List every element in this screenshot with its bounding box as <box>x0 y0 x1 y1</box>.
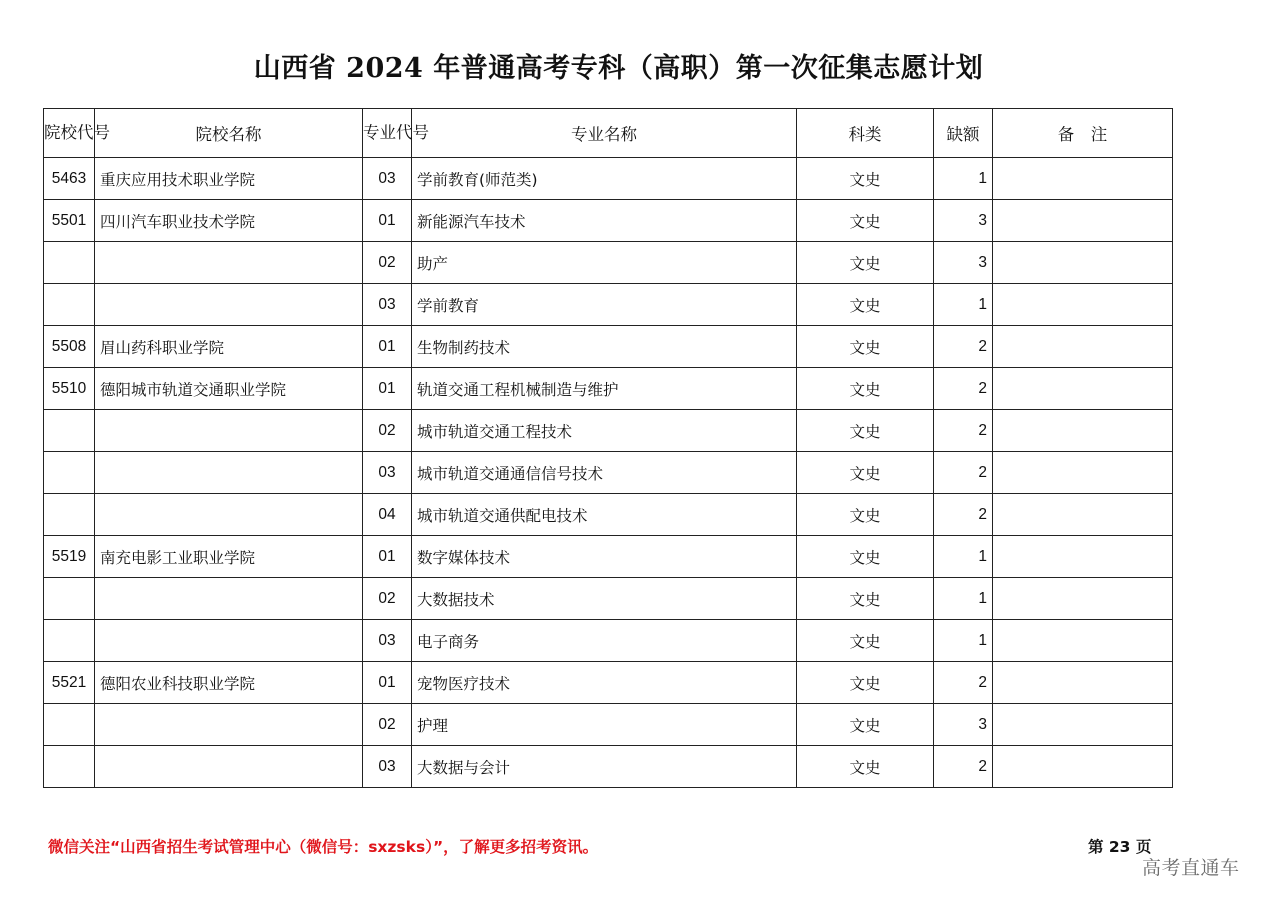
cell-shortage: 3 <box>934 242 993 284</box>
cell-major-name: 学前教育 <box>412 284 797 326</box>
table-row <box>44 620 1173 662</box>
cell-school-code <box>44 452 95 494</box>
cell-major-name: 数字媒体技术 <box>412 536 797 578</box>
cell-remark <box>993 242 1173 284</box>
cell-major-code: 02 <box>363 242 412 284</box>
cell-category: 文史 <box>797 368 934 410</box>
cell-shortage: 2 <box>934 326 993 368</box>
cell-shortage: 2 <box>934 494 993 536</box>
cell-major-name: 宠物医疗技术 <box>412 662 797 704</box>
cell-major-name: 护理 <box>412 704 797 746</box>
header-remark: 备 注 <box>993 109 1173 158</box>
cell-shortage: 3 <box>934 200 993 242</box>
cell-school-code <box>44 578 95 620</box>
cell-major-code: 03 <box>363 452 412 494</box>
cell-category: 文史 <box>797 158 934 200</box>
cell-remark <box>993 284 1173 326</box>
cell-school-code: 5521 <box>44 662 95 704</box>
cell-remark <box>993 704 1173 746</box>
cell-school-code: 5463 <box>44 158 95 200</box>
cell-major-code: 03 <box>363 158 412 200</box>
cell-shortage: 1 <box>934 536 993 578</box>
table-row <box>44 662 1173 704</box>
table-row <box>44 242 1173 284</box>
cell-school-name: 德阳农业科技职业学院 <box>95 662 363 704</box>
cell-major-name: 城市轨道交通通信信号技术 <box>412 452 797 494</box>
cell-remark <box>993 158 1173 200</box>
table-header-row <box>44 109 1173 158</box>
cell-major-code: 02 <box>363 704 412 746</box>
table-row <box>44 704 1173 746</box>
cell-school-code <box>44 410 95 452</box>
cell-major-code: 01 <box>363 200 412 242</box>
cell-school-name <box>95 746 363 788</box>
cell-major-code: 03 <box>363 620 412 662</box>
cell-major-name: 学前教育(师范类) <box>412 158 797 200</box>
cell-school-name: 德阳城市轨道交通职业学院 <box>95 368 363 410</box>
cell-major-name: 大数据与会计 <box>412 746 797 788</box>
cell-major-name: 电子商务 <box>412 620 797 662</box>
cell-major-name: 助产 <box>412 242 797 284</box>
cell-shortage: 2 <box>934 410 993 452</box>
cell-major-code: 02 <box>363 578 412 620</box>
header-shortage: 缺额 <box>934 109 993 158</box>
cell-shortage: 2 <box>934 746 993 788</box>
cell-remark <box>993 578 1173 620</box>
cell-school-code <box>44 494 95 536</box>
cell-category: 文史 <box>797 578 934 620</box>
header-school-code: 院校代号 <box>44 109 95 158</box>
cell-major-code: 04 <box>363 494 412 536</box>
cell-school-code <box>44 746 95 788</box>
cell-school-name <box>95 452 363 494</box>
table-row <box>44 410 1173 452</box>
cell-school-code: 5508 <box>44 326 95 368</box>
cell-shortage: 1 <box>934 158 993 200</box>
cell-remark <box>993 452 1173 494</box>
cell-category: 文史 <box>797 452 934 494</box>
cell-school-name: 眉山药科职业学院 <box>95 326 363 368</box>
cell-major-code: 03 <box>363 746 412 788</box>
cell-category: 文史 <box>797 494 934 536</box>
cell-school-name: 重庆应用技术职业学院 <box>95 158 363 200</box>
cell-school-name: 南充电影工业职业学院 <box>95 536 363 578</box>
cell-remark <box>993 410 1173 452</box>
table-row <box>44 536 1173 578</box>
cell-major-name: 生物制药技术 <box>412 326 797 368</box>
cell-school-code: 5519 <box>44 536 95 578</box>
cell-shortage: 2 <box>934 368 993 410</box>
cell-category: 文史 <box>797 284 934 326</box>
cell-category: 文史 <box>797 242 934 284</box>
cell-school-name <box>95 704 363 746</box>
cell-remark <box>993 746 1173 788</box>
cell-remark <box>993 494 1173 536</box>
cell-remark <box>993 200 1173 242</box>
cell-major-code: 01 <box>363 368 412 410</box>
cell-shortage: 3 <box>934 704 993 746</box>
header-major-code: 专业代号 <box>363 109 412 158</box>
cell-shortage: 1 <box>934 620 993 662</box>
cell-school-code <box>44 284 95 326</box>
page-number: 第 23 页 <box>1088 838 1152 856</box>
cell-major-code: 01 <box>363 326 412 368</box>
cell-shortage: 1 <box>934 284 993 326</box>
cell-school-code: 5501 <box>44 200 95 242</box>
cell-major-name: 大数据技术 <box>412 578 797 620</box>
cell-major-name: 新能源汽车技术 <box>412 200 797 242</box>
cell-school-name: 四川汽车职业技术学院 <box>95 200 363 242</box>
table-row <box>44 746 1173 788</box>
table-row <box>44 158 1173 200</box>
cell-school-name <box>95 284 363 326</box>
cell-shortage: 2 <box>934 452 993 494</box>
cell-school-code: 5510 <box>44 368 95 410</box>
cell-category: 文史 <box>797 746 934 788</box>
cell-major-name: 城市轨道交通供配电技术 <box>412 494 797 536</box>
cell-remark <box>993 368 1173 410</box>
cell-category: 文史 <box>797 536 934 578</box>
cell-major-code: 03 <box>363 284 412 326</box>
cell-school-name <box>95 410 363 452</box>
cell-major-code: 02 <box>363 410 412 452</box>
cell-school-name <box>95 242 363 284</box>
cell-major-name: 轨道交通工程机械制造与维护 <box>412 368 797 410</box>
cell-category: 文史 <box>797 410 934 452</box>
table-row <box>44 368 1173 410</box>
cell-school-code <box>44 242 95 284</box>
cell-remark <box>993 536 1173 578</box>
table-row <box>44 494 1173 536</box>
cell-category: 文史 <box>797 200 934 242</box>
cell-remark <box>993 620 1173 662</box>
cell-school-name <box>95 578 363 620</box>
table-row <box>44 578 1173 620</box>
cell-category: 文史 <box>797 662 934 704</box>
cell-category: 文史 <box>797 704 934 746</box>
watermark-text: 高考直通车 <box>1142 857 1240 879</box>
cell-school-name <box>95 620 363 662</box>
cell-school-name <box>95 494 363 536</box>
cell-remark <box>993 662 1173 704</box>
page-title: 山西省 2024 年普通高考专科（高职）第一次征集志愿计划 <box>253 53 984 84</box>
cell-category: 文史 <box>797 620 934 662</box>
cell-category: 文史 <box>797 326 934 368</box>
cell-shortage: 1 <box>934 578 993 620</box>
cell-major-code: 01 <box>363 662 412 704</box>
cell-shortage: 2 <box>934 662 993 704</box>
enrollment-plan-table <box>43 108 1173 788</box>
cell-major-code: 01 <box>363 536 412 578</box>
header-category: 科类 <box>797 109 934 158</box>
cell-remark <box>993 326 1173 368</box>
cell-major-name: 城市轨道交通工程技术 <box>412 410 797 452</box>
cell-school-code <box>44 704 95 746</box>
table-row <box>44 200 1173 242</box>
table-row <box>44 452 1173 494</box>
header-school-name: 院校名称 <box>95 109 363 158</box>
cell-school-code <box>44 620 95 662</box>
header-major-name: 专业名称 <box>412 109 797 158</box>
table-row <box>44 284 1173 326</box>
table-row <box>44 326 1173 368</box>
footer-wechat-note: 微信关注“山西省招生考试管理中心（微信号：sxzsks）”，了解更多招考资讯。 <box>48 838 599 856</box>
